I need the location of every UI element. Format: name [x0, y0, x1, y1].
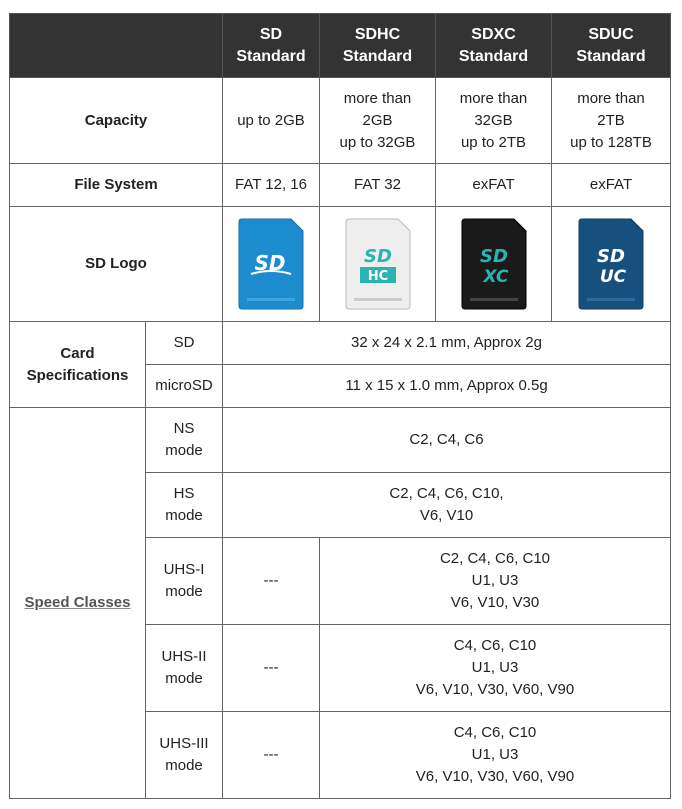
sd-card-icon	[237, 218, 305, 310]
svg-text:XC: XC	[483, 267, 508, 287]
file-system-sdxc: exFAT	[436, 164, 552, 207]
speed-uhs3-value: C4, C6, C10 U1, U3 V6, V10, V30, V60, V90	[320, 712, 671, 799]
header-sdhc: SDHC Standard	[320, 14, 436, 78]
card-spec-micro-value: 11 x 15 x 1.0 mm, Approx 0.5g	[223, 365, 671, 408]
speed-uhs3-sd: ---	[223, 712, 320, 799]
speed-uhs3-label: UHS-III mode	[146, 712, 223, 799]
svg-text:SD: SD	[479, 246, 508, 267]
card-spec-sd-row	[10, 322, 671, 365]
header-sduc: SDUC Standard	[552, 14, 671, 78]
header-corner	[10, 14, 223, 78]
logo-label: SD Logo	[10, 207, 223, 322]
capacity-sdhc: more than 2GB up to 32GB	[320, 78, 436, 164]
speed-hs-label: HS mode	[146, 473, 223, 538]
svg-text:SD: SD	[363, 246, 392, 267]
logo-sd-cell	[223, 207, 320, 322]
capacity-sdxc: more than 32GB up to 2TB	[436, 78, 552, 164]
speed-uhs1-label: UHS-I mode	[146, 538, 223, 625]
card-spec-sd-value: 32 x 24 x 2.1 mm, Approx 2g	[223, 322, 671, 365]
sdhc-card-icon	[344, 218, 412, 310]
logo-row	[10, 207, 671, 322]
svg-text:HC: HC	[367, 269, 388, 284]
speed-ns-label: NS mode	[146, 408, 223, 473]
speed-classes-cell	[10, 408, 146, 799]
speed-ns-row	[10, 408, 671, 473]
svg-text:SD: SD	[597, 246, 625, 267]
card-spec-sd-label: SD	[146, 322, 223, 365]
file-system-sdhc: FAT 32	[320, 164, 436, 207]
capacity-sd: up to 2GB	[223, 78, 320, 164]
logo-sdhc-cell	[320, 207, 436, 322]
capacity-label: Capacity	[10, 78, 223, 164]
header-sd: SD Standard	[223, 14, 320, 78]
speed-uhs2-value: C4, C6, C10 U1, U3 V6, V10, V30, V60, V90	[320, 625, 671, 712]
svg-text:SD: SD	[254, 251, 286, 275]
speed-classes-link[interactable]: Speed Classes	[24, 594, 131, 611]
speed-uhs1-sd: ---	[223, 538, 320, 625]
speed-ns-value: C2, C4, C6	[223, 408, 671, 473]
speed-uhs2-sd: ---	[223, 625, 320, 712]
speed-hs-value: C2, C4, C6, C10, V6, V10	[223, 473, 671, 538]
header-sdxc: SDXC Standard	[436, 14, 552, 78]
header-row	[10, 14, 671, 78]
capacity-row	[10, 78, 671, 164]
file-system-row	[10, 164, 671, 207]
card-specs-label: Card Specifications	[10, 322, 146, 408]
capacity-sduc: more than 2TB up to 128TB	[552, 78, 671, 164]
logo-sduc-cell	[552, 207, 671, 322]
logo-sdxc-cell	[436, 207, 552, 322]
sdxc-card-icon	[460, 218, 528, 310]
file-system-label: File System	[10, 164, 223, 207]
sd-standards-table	[9, 13, 671, 799]
speed-uhs1-value: C2, C4, C6, C10 U1, U3 V6, V10, V30	[320, 538, 671, 625]
file-system-sd: FAT 12, 16	[223, 164, 320, 207]
file-system-sduc: exFAT	[552, 164, 671, 207]
speed-uhs2-label: UHS-II mode	[146, 625, 223, 712]
card-spec-micro-label: microSD	[146, 365, 223, 408]
sduc-card-icon	[577, 218, 645, 310]
svg-text:UC: UC	[599, 267, 627, 287]
